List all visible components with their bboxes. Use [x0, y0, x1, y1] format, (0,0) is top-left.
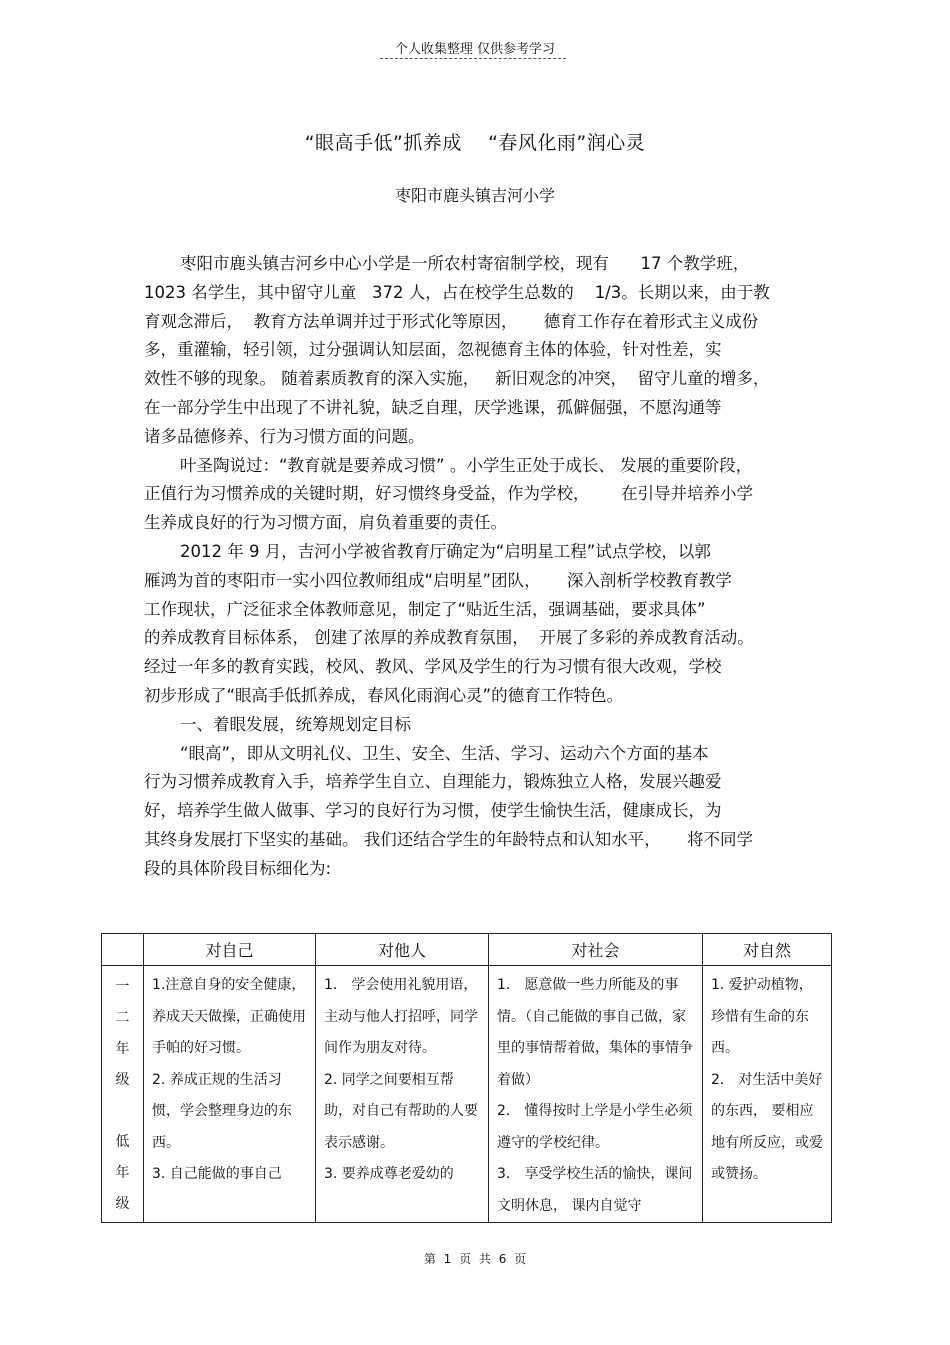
text-line: 诸多品德修养、行为习惯方面的问题。 — [144, 426, 425, 446]
grade-char: 二 — [115, 1010, 130, 1026]
text-line: 段的具体阶段目标细化为: — [144, 858, 332, 878]
grade-char: 一 — [115, 979, 130, 995]
grade-label — [102, 966, 144, 1223]
text-line: 效性不够的现象。 随着素质教育的深入实施， 新旧观念的冲突， 留守儿童的增多， — [144, 369, 770, 389]
grade-char: 级 — [115, 1072, 130, 1088]
table-cell-society: 1． 愿意做一些力所能及的事情。（自己能做的事自己做，家里的事情帮着做，集体的事情争着做） 2． 懂得按时上学是小学生必须遵守的学校纪律。 3． 享受学校生活的愉快，课间文明休息， 课内自觉守 — [489, 966, 703, 1223]
grade-char: 年 — [115, 1041, 130, 1057]
grade-char: 低 — [115, 1134, 130, 1150]
paragraph-history — [144, 538, 824, 711]
text-line: 好，培养学生做人做事、学习的良好行为习惯，使学生愉快生活，健康成长，为 — [144, 801, 722, 821]
table-header-cell: 对自然 — [703, 934, 832, 966]
page-footer: 第 1 页 共 6 页 — [423, 1252, 527, 1266]
table-cell-self: 1.注意自身的安全健康，养成天天做操，正确使用手帕的好习惯。 2. 养成正规的生活习惯，学会整理身边的东西。 3. 自己能做的事自己 — [144, 966, 316, 1223]
table-header-cell: 对社会 — [489, 934, 703, 966]
text-line: 多，重灌输，轻引领，过分强调认知层面，忽视德育主体的体验，针对性差，实 — [144, 340, 722, 360]
table-header-cell: 对他人 — [316, 934, 489, 966]
text-line: 雁鸿为首的枣阳市一实小四位教师组成“启明星”团队， 深入剖析学校教育教学 — [144, 570, 732, 590]
text-line: 工作现状，广泛征求全体教师意见，制定了“贴近生活，强调基础，要求具体” — [144, 599, 706, 619]
text-line: 行为习惯养成教育入手，培养学生自立、自理能力，锻炼独立人格，发展兴趣爱 — [144, 772, 722, 792]
body-text — [144, 250, 824, 884]
text-line: 叶圣陶说过：“教育就是要养成习惯” 。小学生正处于成长、 发展的重要阶段， — [180, 455, 753, 475]
text-line: 在一部分学生中出现了不讲礼貌，缺乏自理，厌学逃课，孤僻倔强，不愿沟通等 — [144, 397, 722, 417]
table-header-cell: 对自己 — [144, 934, 316, 966]
text-line: 初步形成了“眼高手低抓养成，春风化雨润心灵”的德育工作特色。 — [144, 685, 624, 705]
text-line: 其终身发展打下坚实的基础。 我们还结合学生的年龄特点和认知水平， 将不同学 — [144, 829, 753, 849]
grade-char: 年 — [115, 1165, 130, 1181]
grade-char: 级 — [115, 1196, 130, 1212]
text-line: 的养成教育目标体系， 创建了浓厚的养成教育氛围， 开展了多彩的养成教育活动。 — [144, 628, 754, 648]
text-line: 正值行为习惯养成的关键时期，好习惯终身受益，作为学校， 在引导并培养小学 — [144, 484, 753, 504]
text-line: 1023 名学生，其中留守儿童 372 人，占在校学生总数的 1/3。长期以来，由于教 — [144, 282, 770, 302]
text-line: “眼高”，即从文明礼仪、卫生、安全、生活、学习、运动六个方面的基本 — [180, 743, 709, 763]
table-cell-nature: 1. 爱护动植物，珍惜有生命的东西。 2． 对生活中美好的东西， 要相应地有所反应，或爱或赞扬。 — [703, 966, 832, 1223]
section-heading — [144, 711, 824, 740]
table-row — [102, 966, 832, 1223]
page-header: 个人收集整理 仅供参考学习 — [394, 42, 556, 57]
paragraph-intro — [144, 250, 824, 452]
text-line: 育观念滞后， 教育方法单调并过于形式化等原因， 德育工作存在着形式主义成份 — [144, 311, 759, 331]
table-header-cell — [102, 934, 144, 966]
paragraph-goals — [144, 740, 824, 884]
text-line: 2012 年 9 月，吉河小学被省教育厅确定为“启明星工程”试点学校，以郭 — [180, 541, 711, 561]
table-cell-others: 1． 学会使用礼貌用语，主动与他人打招呼，同学间作为朋友对待。 2. 同学之间要相互帮助，对自己有帮助的人要表示感谢。 3. 要养成尊老爱幼的 — [316, 966, 489, 1223]
text-line: 枣阳市鹿头镇吉河乡中心小学是一所农村寄宿制学校，现有 17 个教学班， — [180, 254, 750, 273]
document-title: “眼高手低”抓养成 “春风化雨”润心灵 — [304, 132, 646, 154]
paragraph-quote — [144, 452, 824, 538]
goals-table — [101, 933, 832, 1223]
section-heading-text: 一、着眼发展，统筹规划定目标 — [180, 714, 411, 734]
table-header-row — [102, 934, 832, 966]
text-line: 经过一年多的教育实践，校风、教风、学风及学生的行为习惯有很大改观，学校 — [144, 657, 722, 677]
text-line: 生养成良好的行为习惯方面，肩负着重要的责任。 — [144, 513, 507, 533]
grade-char — [102, 1096, 143, 1127]
header-divider — [380, 58, 566, 59]
document-subtitle: 枣阳市鹿头镇吉河小学 — [394, 186, 555, 205]
